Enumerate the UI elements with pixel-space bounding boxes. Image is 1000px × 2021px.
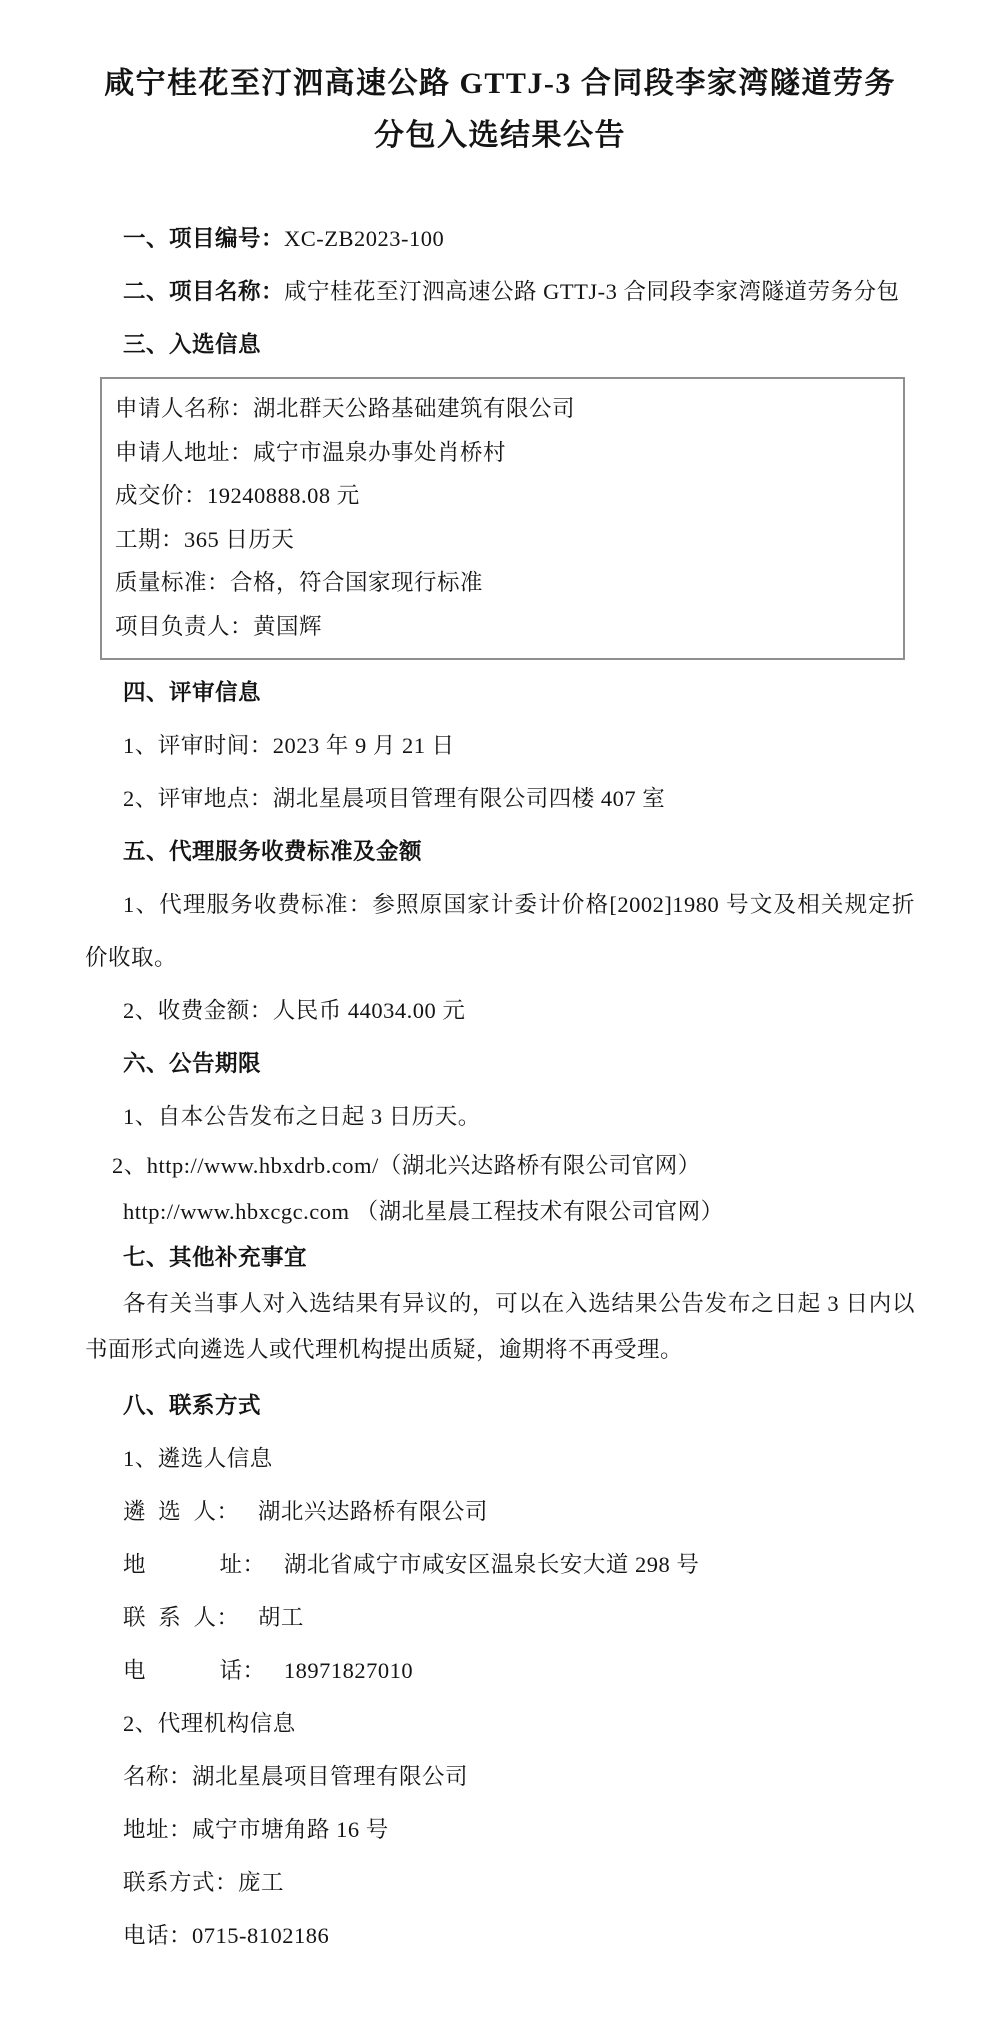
section-heading-contact: 八、联系方式 (123, 1393, 262, 1418)
project-name-line (85, 265, 915, 318)
selector-info-heading: 1、遴选人信息 (123, 1446, 273, 1471)
table-row-quality-standard: 质量标准：合格，符合国家现行标准 (115, 570, 484, 595)
agency-address-line: 地址：咸宁市塘角路 16 号 (123, 1817, 389, 1842)
document-title: 咸宁桂花至汀泗高速公路 GTTJ-3 合同段李家湾隧道劳务分包入选结果公告 (104, 67, 896, 152)
selection-info-table (100, 377, 905, 660)
section-heading-agency-fee: 五、代理服务收费标准及金额 (123, 839, 423, 864)
notice-duration-line: 1、自本公告发布之日起 3 日历天。 (123, 1104, 481, 1129)
project-name-value: 咸宁桂花至汀泗高速公路 GTTJ-3 合同段李家湾隧道劳务分包 (284, 279, 900, 304)
table-row-applicant-address: 申请人地址：咸宁市温泉办事处肖桥村 (115, 439, 507, 465)
project-number-label: 一、项目编号： (123, 226, 285, 251)
project-number-value: XC-ZB2023-100 (284, 226, 445, 251)
website-line-xingda: 2、http://www.hbxdrb.com/（湖北兴达路桥有限公司官网） (112, 1153, 701, 1178)
section-heading-other-matters: 七、其他补充事宜 (123, 1245, 308, 1270)
agency-fee-standard-line: 1、代理服务收费标准：参照原国家计委计价格[2002]1980 号文及相关规定折价收取。 (85, 892, 915, 970)
table-row-duration: 工期：365 日历天 (115, 526, 295, 552)
other-matters-paragraph: 各有关当事人对入选结果有异议的，可以在入选结果公告发布之日起 3 日内以书面形式向遴选人或代理机构提出质疑，逾期将不再受理。 (85, 1291, 915, 1362)
agency-phone-line: 电话：0715-8102186 (123, 1923, 330, 1948)
agency-fee-amount-line: 2、收费金额：人民币 44034.00 元 (123, 998, 466, 1023)
selector-name-line: 遴 选 人： 湖北兴达路桥有限公司 (123, 1499, 488, 1524)
project-name-label: 二、项目名称： (123, 279, 285, 304)
table-row-project-manager: 项目负责人：黄国辉 (115, 613, 323, 639)
selector-address-line: 地 址： 湖北省咸宁市咸安区温泉长安大道 298 号 (123, 1552, 700, 1577)
project-number-line (85, 212, 915, 265)
review-location-line: 2、评审地点：湖北星晨项目管理有限公司四楼 407 室 (123, 786, 666, 811)
table-row-applicant-name: 申请人名称：湖北群天公路基础建筑有限公司 (115, 396, 576, 421)
table-row-deal-price: 成交价：19240888.08 元 (115, 483, 360, 508)
section-heading-notice-period: 六、公告期限 (123, 1051, 262, 1076)
selector-phone-line: 电 话： 18971827010 (123, 1658, 414, 1683)
agency-name-line: 名称：湖北星晨项目管理有限公司 (123, 1764, 469, 1789)
website-line-xingchen: http://www.hbxcgc.com （湖北星晨工程技术有限公司官网） (123, 1199, 724, 1224)
selector-contact-person-line: 联 系 人： 胡工 (123, 1605, 304, 1630)
review-time-line: 1、评审时间：2023 年 9 月 21 日 (123, 733, 455, 758)
agency-contact-person-line: 联系方式：庞工 (123, 1870, 285, 1895)
section-heading-selection-info: 三、入选信息 (123, 332, 262, 357)
agency-info-heading: 2、代理机构信息 (123, 1711, 296, 1736)
section-heading-review-info: 四、评审信息 (123, 680, 262, 705)
